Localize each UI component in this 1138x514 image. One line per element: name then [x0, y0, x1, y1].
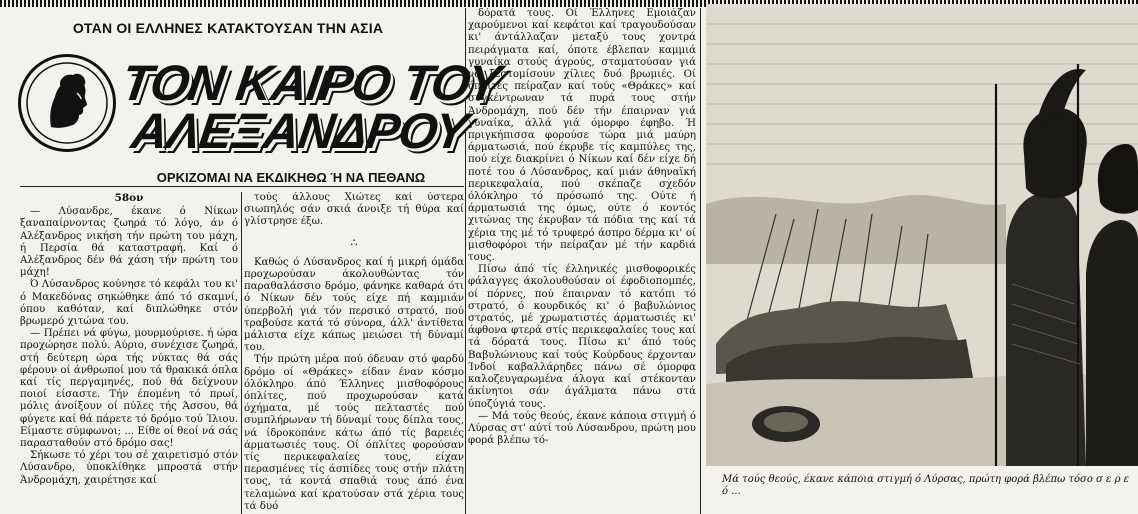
paragraph: Ό Λύσανδρος κούνησε τό κεφάλι του κι' ό Μακεδόνας σηκώθηκε άπό τό σκαμνί, όπου καθόταν, καί διπλώθηκε στόν βρωμερό χιτώνα του. — [20, 279, 238, 328]
alexander-coin-emblem — [18, 54, 116, 152]
paragraph: Τήν πρώτη μέρα πού όδευαν στό φαρδύ δρόμο οί «Θράκες» είδαν έναν κόσμο όλόκληρο άπό Έλληνες μισθοφόρους όπλίτες, πού προχωρούσαν κατά όχήματα, μέ τούς πελταστές πού συμπλήρωναν τή δύναμί τους δίπλα τους, νά ίδροκοπάνε κάτω άπό τίς βαρειές άρματωσιές τους. Οί όπλίτες φορούσαν τίς περικεφαλαίες τους, είχαν περασμένες τίς άσπίδες τους στήν πλάτη τους, τά κοντά σπαθιά τους άπό ένα τελαμώνα καί κρατούσαν στά χέρια τους τά δυό — [244, 354, 464, 512]
section-ornament: ∴ — [350, 235, 358, 249]
text-column-2 — [244, 192, 464, 512]
text-column-3 — [468, 8, 696, 514]
headline-line-1: ΤΟΝ ΚΑΙΡΟ ΤΟΥ — [118, 55, 504, 111]
column-rule — [241, 192, 242, 514]
paragraph: — Λύσανδρε, έκανε ό Νίκων ξαναπαίρνοντας ζωηρά τό λόγο, άν ό Αλέξανδρος νικήση τήν πρώτη του μάχη, ή Περσία θά καταστραφή. Καί ό Αλέξανδρος δέν θά χάση τήν πρώτη του μάχη! — [20, 206, 238, 279]
paragraph: Καθώς ό Λύσανδρος καί ή μικρή όμάδα προχωρούσαν άκολουθώντας τόν παραθαλάσσιο δρόμο, φάνηκε καθαρά ότι ό Νίκων δέν τούς είχε πή καμμιάν ύπερβολή γιά τόν περσικό στρατό, πού τραβούσε κατά τό σύνορα, άλλ' άντίθετα μάλιστα είχε κάπως μειώσει τή δύναμί του. — [244, 256, 464, 354]
paragraph: — Μά τούς θεούς, έκανε κάποια στιγμή ό Λύρσας στ' αύτί τού Λύσανδρου, πρώτη μου φορά βλέπω τό- — [468, 410, 696, 447]
hoplite-march-illustration — [706, 4, 1138, 466]
header-rule — [20, 186, 464, 187]
paragraph: τούς άλλους Χιώτες καί ύστερα σιωπηλός σάν σκιά άνοιξε τή θύρα καί γλίστρησε έξω. — [244, 192, 464, 228]
illustration-caption: Μά τούς θεούς, έκανε κάποια στιγμή ό Λύρσας, πρώτη φορά βλέπω τόσο σ ε ρ ε ό ... — [722, 474, 1130, 497]
chapter-subheading: ΟΡΚΙΖΟΜΑΙ ΝΑ ΕΚΔΙΚΗΘΩ Ή ΝΑ ΠΕΘΑΝΩ — [156, 170, 426, 185]
paragraph: Σήκωσε τό χέρι του σέ χαιρετισμό στόν Λύσανδρο, ύποκλίθηκε μπροστά στήν Άνδρομάχη, χαιρέτησε καί — [20, 450, 238, 486]
kicker-headline: ΟΤΑΝ ΟΙ ΕΛΛΗΝΕΣ ΚΑΤΑΚΤΟΥΣΑΝ ΤΗΝ ΑΣΙΑ — [72, 20, 384, 36]
paragraph: — Πρέπει νά φύγω, μουρμούρισε. ή ώρα προχώρησε πολύ. Αύριο, συνέχισε ζωηρά, στή δεύτερη ώρα τής νύκτας θά σάς φέρουν οί άνθρωποί μου τά θρακικά όπλα καί τίς περγαμηνές, πού θά δείχνουν ποιοί είσαστε. Τήν έπομένη τό πρωί, μόλις άνοίξουν οί πύλες τής Άσσου, θά φύγετε καί θά πάρετε τό δρόμο τού Ίλιου. Είμαστε σύμφωνοι; ... Είθε οί θεοί νά σάς παρασταθούν στό δρόμο σας! — [20, 328, 238, 450]
alexander-portrait-icon — [21, 57, 113, 149]
headline-line-2: ΑΛΕΞΑΝΔΡΟΥ — [128, 103, 471, 159]
paragraph: Πίσω άπό τίς έλληνικές μισθοφορικές φάλαγγες άκολουθούσαν οί έφοδιοπομπές, οί πόρνες, πού έπαιρναν τό κατόπι τό στρατό, ό κουρδικός κι' ό βαβυλώνιος στρατός, μέ χρωματιστές άρματωσιές κι' άφθονα φτερά στίς περικεφαλαίες τους καί τά δόρατά τους. Πίσω κι' άπό τούς Βαβυλώνιους καί τούς Κούρδους έρχονταν Ίνδοί καβαλλάρηδες πάνω σέ όμορφα καλοζευγαρωμένα άλογα καί στέκονταν άκίνητοι σάν άγάλματα πάνω στά ύποζύγιά τους. — [468, 264, 696, 410]
text-column-1 — [20, 192, 238, 512]
installment-number: 58ον — [114, 192, 144, 204]
paragraph: δόρατά τους. Οί Έλληνες Εμοιάζαν χαρούμενοι καί κεφάτοι καί τραγουδούσαν κι' άντάλλαζαν μεταξύ τους χοντρά πειράγματα καί, όποτε έβλεπαν καμμιά γυναίκα στούς άγρούς, σταματούσαν γιά νά ξεστομίσουν χίλιες δυό βρωμιές. Οί όπλίτες πείραζαν καί τούς «Θράκες» καί συγκέντρωναν τά πυρά τους στήν Άνδρομάχη, πού δέν τήν έπαιρναν γιά γυναίκα, άλλά γιά όμορφο έφηβο. Ή πριγκήπισσα φορούσε τώρα μιά μαύρη άρματωσιά, πού έκρυβε τίς καμπύλες της, πού είχε διακρίνει ό Νίκων καί δέν είχε δή ποτέ του ό Λύσανδρος, καί μιάν άθηναϊκή περικεφαλαία, πού σκέπαζε σχεδόν όλόκληρο τό πρόσωπό της. Ούτε ή άρματωσιά της όμως, ούτε ό κοντός χιτώνας της έκρυβαν τά πόδια της καί τά χέρια της μέ τό τρυφερό άσπρο δέρμα κι' οί μισθοφόροι τήν πείραζαν μέ τήν καρδιά τους. — [468, 8, 696, 264]
soldiers-illustration — [706, 4, 1138, 466]
column-rule — [700, 8, 701, 514]
